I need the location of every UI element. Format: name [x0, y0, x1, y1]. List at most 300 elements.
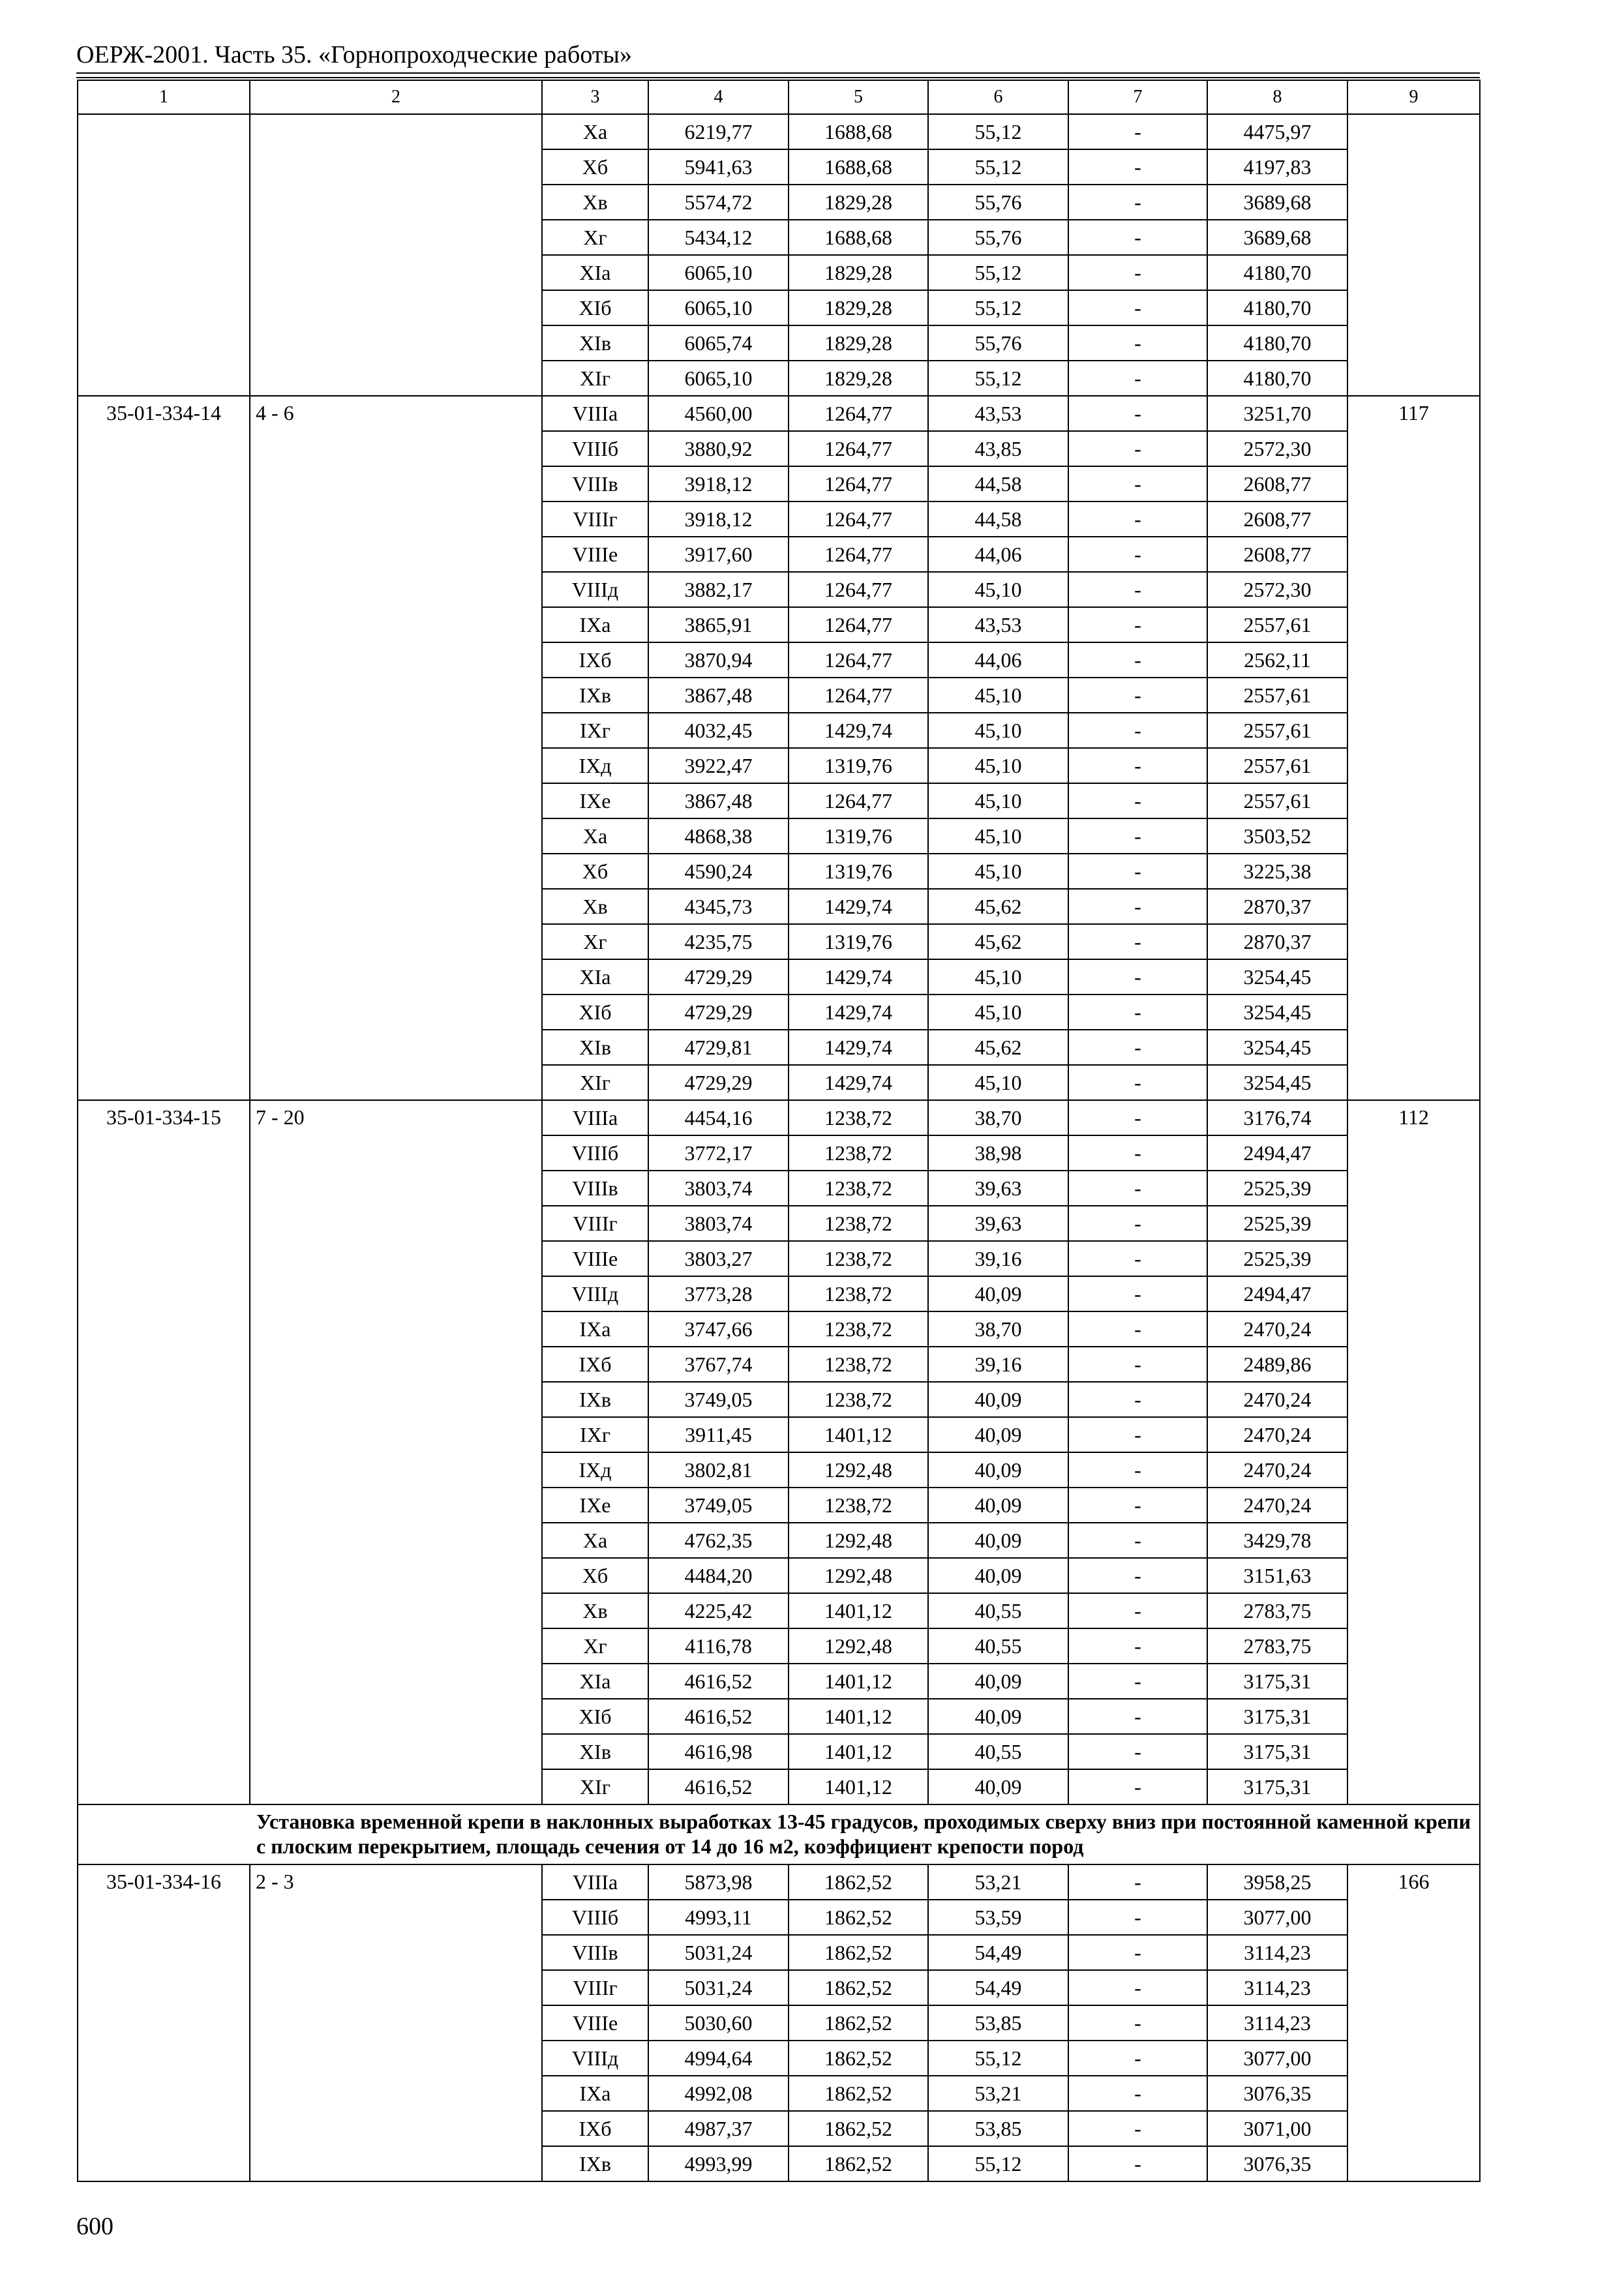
materials-cost-cell: 3175,31 [1207, 1664, 1347, 1699]
materials-cost-cell: 3077,00 [1207, 1900, 1347, 1935]
direct-cost-cell: 3865,91 [648, 607, 789, 642]
table-row [78, 1100, 1480, 1135]
direct-cost-cell: 3802,81 [648, 1452, 789, 1488]
labor-cost-cell: 1829,28 [789, 185, 928, 220]
labor-cost-cell: 1862,52 [789, 2076, 928, 2111]
direct-cost-cell: 6065,10 [648, 290, 789, 325]
materials-cost-cell: 2557,61 [1207, 713, 1347, 748]
labor-cost-cell: 1688,68 [789, 149, 928, 185]
machine-cost-cell: 40,55 [928, 1628, 1068, 1664]
machine-cost-cell: 38,70 [928, 1100, 1068, 1135]
column-9-value [1347, 114, 1480, 396]
rock-category-cell: Xг [542, 924, 648, 959]
rock-category-cell: Xв [542, 889, 648, 924]
machine-cost-cell: 53,21 [928, 1864, 1068, 1900]
driver-wage-cell: - [1068, 466, 1207, 501]
materials-cost-cell: 4475,97 [1207, 114, 1347, 149]
driver-wage-cell: - [1068, 537, 1207, 572]
materials-cost-cell: 3077,00 [1207, 2041, 1347, 2076]
materials-cost-cell: 3114,23 [1207, 1935, 1347, 1970]
materials-cost-cell: 3076,35 [1207, 2076, 1347, 2111]
labor-cost-cell: 1292,48 [789, 1452, 928, 1488]
machine-cost-cell: 53,59 [928, 1900, 1068, 1935]
page-number: 600 [76, 2213, 113, 2240]
materials-cost-cell: 2783,75 [1207, 1628, 1347, 1664]
materials-cost-cell: 3076,35 [1207, 2146, 1347, 2181]
machine-cost-cell: 44,58 [928, 466, 1068, 501]
direct-cost-cell: 4032,45 [648, 713, 789, 748]
section-title-row [78, 1804, 1480, 1864]
labor-cost-cell: 1238,72 [789, 1347, 928, 1382]
machine-cost-cell: 45,10 [928, 995, 1068, 1030]
direct-cost-cell: 6065,74 [648, 325, 789, 361]
direct-cost-cell: 3911,45 [648, 1417, 789, 1452]
rock-category-cell: Xб [542, 149, 648, 185]
machine-cost-cell: 45,10 [928, 959, 1068, 995]
materials-cost-cell: 2494,47 [1207, 1276, 1347, 1311]
direct-cost-cell: 5031,24 [648, 1970, 789, 2005]
machine-cost-cell: 55,12 [928, 255, 1068, 290]
labor-cost-cell: 1264,77 [789, 572, 928, 607]
direct-cost-cell: 3882,17 [648, 572, 789, 607]
driver-wage-cell: - [1068, 607, 1207, 642]
driver-wage-cell: - [1068, 818, 1207, 854]
driver-wage-cell: - [1068, 854, 1207, 889]
rate-code [78, 114, 250, 396]
rock-category-cell: XIб [542, 995, 648, 1030]
rock-category-cell: Xa [542, 818, 648, 854]
machine-cost-cell: 44,58 [928, 501, 1068, 537]
direct-cost-cell: 3803,74 [648, 1171, 789, 1206]
driver-wage-cell: - [1068, 995, 1207, 1030]
driver-wage-cell: - [1068, 1734, 1207, 1769]
materials-cost-cell: 2783,75 [1207, 1593, 1347, 1628]
direct-cost-cell: 3918,12 [648, 501, 789, 537]
direct-cost-cell: 4116,78 [648, 1628, 789, 1664]
driver-wage-cell: - [1068, 1311, 1207, 1347]
driver-wage-cell: - [1068, 1664, 1207, 1699]
materials-cost-cell: 3689,68 [1207, 220, 1347, 255]
labor-cost-cell: 1401,12 [789, 1593, 928, 1628]
machine-cost-cell: 40,09 [928, 1488, 1068, 1523]
materials-cost-cell: 4180,70 [1207, 325, 1347, 361]
driver-wage-cell: - [1068, 1970, 1207, 2005]
materials-cost-cell: 3114,23 [1207, 2005, 1347, 2041]
driver-wage-cell: - [1068, 2005, 1207, 2041]
materials-cost-cell: 2470,24 [1207, 1417, 1347, 1452]
machine-cost-cell: 55,76 [928, 325, 1068, 361]
rock-category-cell: Xв [542, 185, 648, 220]
rock-category-cell: VIIIв [542, 466, 648, 501]
machine-cost-cell: 43,53 [928, 607, 1068, 642]
materials-cost-cell: 3429,78 [1207, 1523, 1347, 1558]
driver-wage-cell: - [1068, 290, 1207, 325]
rock-category-cell: XIa [542, 255, 648, 290]
rock-category-cell: VIIIд [542, 1276, 648, 1311]
rock-category-cell: IXa [542, 1311, 648, 1347]
driver-wage-cell: - [1068, 1417, 1207, 1452]
labor-cost-cell: 1429,74 [789, 713, 928, 748]
direct-cost-cell: 4992,08 [648, 2076, 789, 2111]
column-9-value: 117 [1347, 396, 1480, 1100]
labor-cost-cell: 1319,76 [789, 924, 928, 959]
machine-cost-cell: 55,76 [928, 220, 1068, 255]
driver-wage-cell: - [1068, 255, 1207, 290]
labor-cost-cell: 1429,74 [789, 1030, 928, 1065]
machine-cost-cell: 40,09 [928, 1523, 1068, 1558]
rock-category-cell: VIIIе [542, 537, 648, 572]
materials-cost-cell: 4180,70 [1207, 290, 1347, 325]
direct-cost-cell: 4454,16 [648, 1100, 789, 1135]
driver-wage-cell: - [1068, 1628, 1207, 1664]
driver-wage-cell: - [1068, 1030, 1207, 1065]
direct-cost-cell: 5873,98 [648, 1864, 789, 1900]
rock-category-cell: VIIIб [542, 431, 648, 466]
materials-cost-cell: 3175,31 [1207, 1769, 1347, 1804]
direct-cost-cell: 4225,42 [648, 1593, 789, 1628]
driver-wage-cell: - [1068, 1900, 1207, 1935]
direct-cost-cell: 5434,12 [648, 220, 789, 255]
materials-cost-cell: 3251,70 [1207, 396, 1347, 431]
direct-cost-cell: 4729,29 [648, 1065, 789, 1100]
machine-cost-cell: 44,06 [928, 537, 1068, 572]
labor-cost-cell: 1264,77 [789, 783, 928, 818]
labor-cost-cell: 1862,52 [789, 1900, 928, 1935]
driver-wage-cell: - [1068, 1241, 1207, 1276]
materials-cost-cell: 2572,30 [1207, 431, 1347, 466]
machine-cost-cell: 55,12 [928, 2146, 1068, 2181]
rock-category-cell: VIIIе [542, 1241, 648, 1276]
direct-cost-cell: 4560,00 [648, 396, 789, 431]
direct-cost-cell: 5030,60 [648, 2005, 789, 2041]
labor-cost-cell: 1862,52 [789, 2111, 928, 2146]
column-9-value: 112 [1347, 1100, 1480, 1804]
direct-cost-cell: 6219,77 [648, 114, 789, 149]
rock-category-cell: IXе [542, 1488, 648, 1523]
rock-category-cell: IXa [542, 2076, 648, 2111]
machine-cost-cell: 45,10 [928, 854, 1068, 889]
direct-cost-cell: 3867,48 [648, 678, 789, 713]
driver-wage-cell: - [1068, 149, 1207, 185]
rock-category-cell: XIa [542, 1664, 648, 1699]
labor-cost-cell: 1238,72 [789, 1382, 928, 1417]
labor-cost-cell: 1829,28 [789, 361, 928, 396]
driver-wage-cell: - [1068, 1935, 1207, 1970]
labor-cost-cell: 1264,77 [789, 607, 928, 642]
labor-cost-cell: 1264,77 [789, 466, 928, 501]
rock-category-cell: IXг [542, 713, 648, 748]
labor-cost-cell: 1862,52 [789, 1935, 928, 1970]
machine-cost-cell: 53,21 [928, 2076, 1068, 2111]
driver-wage-cell: - [1068, 2041, 1207, 2076]
materials-cost-cell: 3176,74 [1207, 1100, 1347, 1135]
materials-cost-cell: 2608,77 [1207, 501, 1347, 537]
labor-cost-cell: 1429,74 [789, 995, 928, 1030]
materials-cost-cell: 3254,45 [1207, 1065, 1347, 1100]
page-header-title: ОЕРЖ-2001. Часть 35. «Горнопроходческие работы» [76, 41, 632, 68]
rock-category-cell: Xб [542, 1558, 648, 1593]
rock-category-cell: XIг [542, 361, 648, 396]
direct-cost-cell: 4616,98 [648, 1734, 789, 1769]
direct-cost-cell: 4616,52 [648, 1769, 789, 1804]
driver-wage-cell: - [1068, 501, 1207, 537]
machine-cost-cell: 45,10 [928, 572, 1068, 607]
machine-cost-cell: 54,49 [928, 1935, 1068, 1970]
materials-cost-cell: 3071,00 [1207, 2111, 1347, 2146]
machine-cost-cell: 54,49 [928, 1970, 1068, 2005]
driver-wage-cell: - [1068, 1593, 1207, 1628]
materials-cost-cell: 2525,39 [1207, 1206, 1347, 1241]
materials-cost-cell: 3254,45 [1207, 1030, 1347, 1065]
materials-cost-cell: 2489,86 [1207, 1347, 1347, 1382]
direct-cost-cell: 4762,35 [648, 1523, 789, 1558]
rock-category-cell: IXв [542, 2146, 648, 2181]
machine-cost-cell: 40,09 [928, 1769, 1068, 1804]
driver-wage-cell: - [1068, 1864, 1207, 1900]
materials-cost-cell: 2572,30 [1207, 572, 1347, 607]
rock-category-cell: VIIIг [542, 1206, 648, 1241]
labor-cost-cell: 1829,28 [789, 290, 928, 325]
direct-cost-cell: 5031,24 [648, 1935, 789, 1970]
machine-cost-cell: 55,12 [928, 361, 1068, 396]
rock-category-cell: VIIIг [542, 501, 648, 537]
rock-category-cell: XIв [542, 1734, 648, 1769]
labor-cost-cell: 1319,76 [789, 818, 928, 854]
labor-cost-cell: 1319,76 [789, 748, 928, 783]
materials-cost-cell: 4180,70 [1207, 361, 1347, 396]
table-body [78, 80, 1480, 2181]
materials-cost-cell: 2557,61 [1207, 748, 1347, 783]
driver-wage-cell: - [1068, 1347, 1207, 1382]
direct-cost-cell: 5941,63 [648, 149, 789, 185]
labor-cost-cell: 1688,68 [789, 220, 928, 255]
price-table [77, 80, 1481, 2182]
machine-cost-cell: 39,63 [928, 1171, 1068, 1206]
driver-wage-cell: - [1068, 783, 1207, 818]
rock-category-cell: IXб [542, 1347, 648, 1382]
materials-cost-cell: 2870,37 [1207, 889, 1347, 924]
labor-cost-cell: 1238,72 [789, 1135, 928, 1171]
driver-wage-cell: - [1068, 642, 1207, 678]
direct-cost-cell: 4235,75 [648, 924, 789, 959]
labor-cost-cell: 1238,72 [789, 1171, 928, 1206]
direct-cost-cell: 4993,99 [648, 2146, 789, 2181]
machine-cost-cell: 55,12 [928, 290, 1068, 325]
machine-cost-cell: 43,85 [928, 431, 1068, 466]
labor-cost-cell: 1264,77 [789, 396, 928, 431]
rate-range: 4 - 6 [250, 396, 542, 1100]
machine-cost-cell: 40,09 [928, 1664, 1068, 1699]
column-9-value: 166 [1347, 1864, 1480, 2181]
labor-cost-cell: 1238,72 [789, 1311, 928, 1347]
driver-wage-cell: - [1068, 1276, 1207, 1311]
driver-wage-cell: - [1068, 325, 1207, 361]
rock-category-cell: IXв [542, 1382, 648, 1417]
materials-cost-cell: 2494,47 [1207, 1135, 1347, 1171]
materials-cost-cell: 2525,39 [1207, 1171, 1347, 1206]
driver-wage-cell: - [1068, 1523, 1207, 1558]
driver-wage-cell: - [1068, 2111, 1207, 2146]
materials-cost-cell: 2557,61 [1207, 607, 1347, 642]
direct-cost-cell: 4616,52 [648, 1699, 789, 1734]
direct-cost-cell: 4484,20 [648, 1558, 789, 1593]
rock-category-cell: IXд [542, 748, 648, 783]
direct-cost-cell: 6065,10 [648, 361, 789, 396]
materials-cost-cell: 3958,25 [1207, 1864, 1347, 1900]
rock-category-cell: XIa [542, 959, 648, 995]
machine-cost-cell: 40,09 [928, 1382, 1068, 1417]
machine-cost-cell: 40,55 [928, 1734, 1068, 1769]
rate-range [250, 114, 542, 396]
header-rule [76, 72, 1480, 74]
driver-wage-cell: - [1068, 1558, 1207, 1593]
driver-wage-cell: - [1068, 1171, 1207, 1206]
labor-cost-cell: 1401,12 [789, 1699, 928, 1734]
materials-cost-cell: 4197,83 [1207, 149, 1347, 185]
column-number: 3 [542, 80, 648, 114]
labor-cost-cell: 1401,12 [789, 1417, 928, 1452]
header-rule [76, 77, 1480, 78]
rate-code: 35-01-334-15 [78, 1100, 250, 1804]
labor-cost-cell: 1238,72 [789, 1241, 928, 1276]
direct-cost-cell: 3767,74 [648, 1347, 789, 1382]
table-row [78, 396, 1480, 431]
labor-cost-cell: 1688,68 [789, 114, 928, 149]
materials-cost-cell: 4180,70 [1207, 255, 1347, 290]
machine-cost-cell: 40,09 [928, 1276, 1068, 1311]
column-number: 8 [1207, 80, 1347, 114]
materials-cost-cell: 2470,24 [1207, 1311, 1347, 1347]
materials-cost-cell: 3175,31 [1207, 1699, 1347, 1734]
labor-cost-cell: 1862,52 [789, 1970, 928, 2005]
materials-cost-cell: 3225,38 [1207, 854, 1347, 889]
rock-category-cell: IXг [542, 1417, 648, 1452]
materials-cost-cell: 2470,24 [1207, 1452, 1347, 1488]
labor-cost-cell: 1429,74 [789, 959, 928, 995]
labor-cost-cell: 1264,77 [789, 537, 928, 572]
labor-cost-cell: 1319,76 [789, 854, 928, 889]
driver-wage-cell: - [1068, 1135, 1207, 1171]
machine-cost-cell: 45,10 [928, 783, 1068, 818]
rock-category-cell: Xг [542, 1628, 648, 1664]
column-number: 6 [928, 80, 1068, 114]
driver-wage-cell: - [1068, 748, 1207, 783]
labor-cost-cell: 1429,74 [789, 1065, 928, 1100]
rock-category-cell: XIг [542, 1769, 648, 1804]
direct-cost-cell: 4590,24 [648, 854, 789, 889]
machine-cost-cell: 39,63 [928, 1206, 1068, 1241]
driver-wage-cell: - [1068, 2076, 1207, 2111]
machine-cost-cell: 40,09 [928, 1417, 1068, 1452]
rock-category-cell: IXд [542, 1452, 648, 1488]
machine-cost-cell: 45,10 [928, 748, 1068, 783]
driver-wage-cell: - [1068, 114, 1207, 149]
materials-cost-cell: 2557,61 [1207, 678, 1347, 713]
driver-wage-cell: - [1068, 1100, 1207, 1135]
machine-cost-cell: 53,85 [928, 2005, 1068, 2041]
direct-cost-cell: 3749,05 [648, 1488, 789, 1523]
materials-cost-cell: 2562,11 [1207, 642, 1347, 678]
materials-cost-cell: 3503,52 [1207, 818, 1347, 854]
materials-cost-cell: 2470,24 [1207, 1488, 1347, 1523]
labor-cost-cell: 1238,72 [789, 1488, 928, 1523]
labor-cost-cell: 1862,52 [789, 2041, 928, 2076]
rate-code: 35-01-334-14 [78, 396, 250, 1100]
labor-cost-cell: 1401,12 [789, 1734, 928, 1769]
rate-code: 35-01-334-16 [78, 1864, 250, 2181]
labor-cost-cell: 1238,72 [789, 1276, 928, 1311]
direct-cost-cell: 6065,10 [648, 255, 789, 290]
labor-cost-cell: 1862,52 [789, 2005, 928, 2041]
rock-category-cell: VIIIб [542, 1135, 648, 1171]
materials-cost-cell: 3254,45 [1207, 995, 1347, 1030]
rock-category-cell: VIIIв [542, 1171, 648, 1206]
labor-cost-cell: 1264,77 [789, 431, 928, 466]
labor-cost-cell: 1829,28 [789, 325, 928, 361]
driver-wage-cell: - [1068, 1699, 1207, 1734]
rock-category-cell: VIIIa [542, 1100, 648, 1135]
direct-cost-cell: 3747,66 [648, 1311, 789, 1347]
machine-cost-cell: 55,76 [928, 185, 1068, 220]
rock-category-cell: XIв [542, 325, 648, 361]
materials-cost-cell: 2608,77 [1207, 537, 1347, 572]
rock-category-cell: XIв [542, 1030, 648, 1065]
direct-cost-cell: 3803,74 [648, 1206, 789, 1241]
rock-category-cell: VIIIв [542, 1935, 648, 1970]
labor-cost-cell: 1264,77 [789, 642, 928, 678]
materials-cost-cell: 2470,24 [1207, 1382, 1347, 1417]
direct-cost-cell: 4729,29 [648, 995, 789, 1030]
direct-cost-cell: 3870,94 [648, 642, 789, 678]
direct-cost-cell: 4616,52 [648, 1664, 789, 1699]
driver-wage-cell: - [1068, 959, 1207, 995]
machine-cost-cell: 55,12 [928, 149, 1068, 185]
column-number: 2 [250, 80, 542, 114]
machine-cost-cell: 45,62 [928, 924, 1068, 959]
labor-cost-cell: 1862,52 [789, 1864, 928, 1900]
driver-wage-cell: - [1068, 713, 1207, 748]
machine-cost-cell: 38,70 [928, 1311, 1068, 1347]
materials-cost-cell: 3114,23 [1207, 1970, 1347, 2005]
driver-wage-cell: - [1068, 396, 1207, 431]
rock-category-cell: VIIIa [542, 1864, 648, 1900]
direct-cost-cell: 3880,92 [648, 431, 789, 466]
labor-cost-cell: 1429,74 [789, 889, 928, 924]
machine-cost-cell: 45,10 [928, 713, 1068, 748]
materials-cost-cell: 2608,77 [1207, 466, 1347, 501]
direct-cost-cell: 4993,11 [648, 1900, 789, 1935]
rock-category-cell: VIIIa [542, 396, 648, 431]
labor-cost-cell: 1401,12 [789, 1664, 928, 1699]
labor-cost-cell: 1862,52 [789, 2146, 928, 2181]
driver-wage-cell: - [1068, 1206, 1207, 1241]
rate-range: 2 - 3 [250, 1864, 542, 2181]
machine-cost-cell: 45,62 [928, 1030, 1068, 1065]
labor-cost-cell: 1829,28 [789, 255, 928, 290]
direct-cost-cell: 4345,73 [648, 889, 789, 924]
driver-wage-cell: - [1068, 1382, 1207, 1417]
machine-cost-cell: 40,55 [928, 1593, 1068, 1628]
rock-category-cell: XIб [542, 290, 648, 325]
machine-cost-cell: 40,09 [928, 1452, 1068, 1488]
direct-cost-cell: 4987,37 [648, 2111, 789, 2146]
rock-category-cell: IXе [542, 783, 648, 818]
rock-category-cell: VIIIд [542, 572, 648, 607]
machine-cost-cell: 55,12 [928, 114, 1068, 149]
machine-cost-cell: 45,10 [928, 818, 1068, 854]
direct-cost-cell: 3867,48 [648, 783, 789, 818]
machine-cost-cell: 40,09 [928, 1558, 1068, 1593]
